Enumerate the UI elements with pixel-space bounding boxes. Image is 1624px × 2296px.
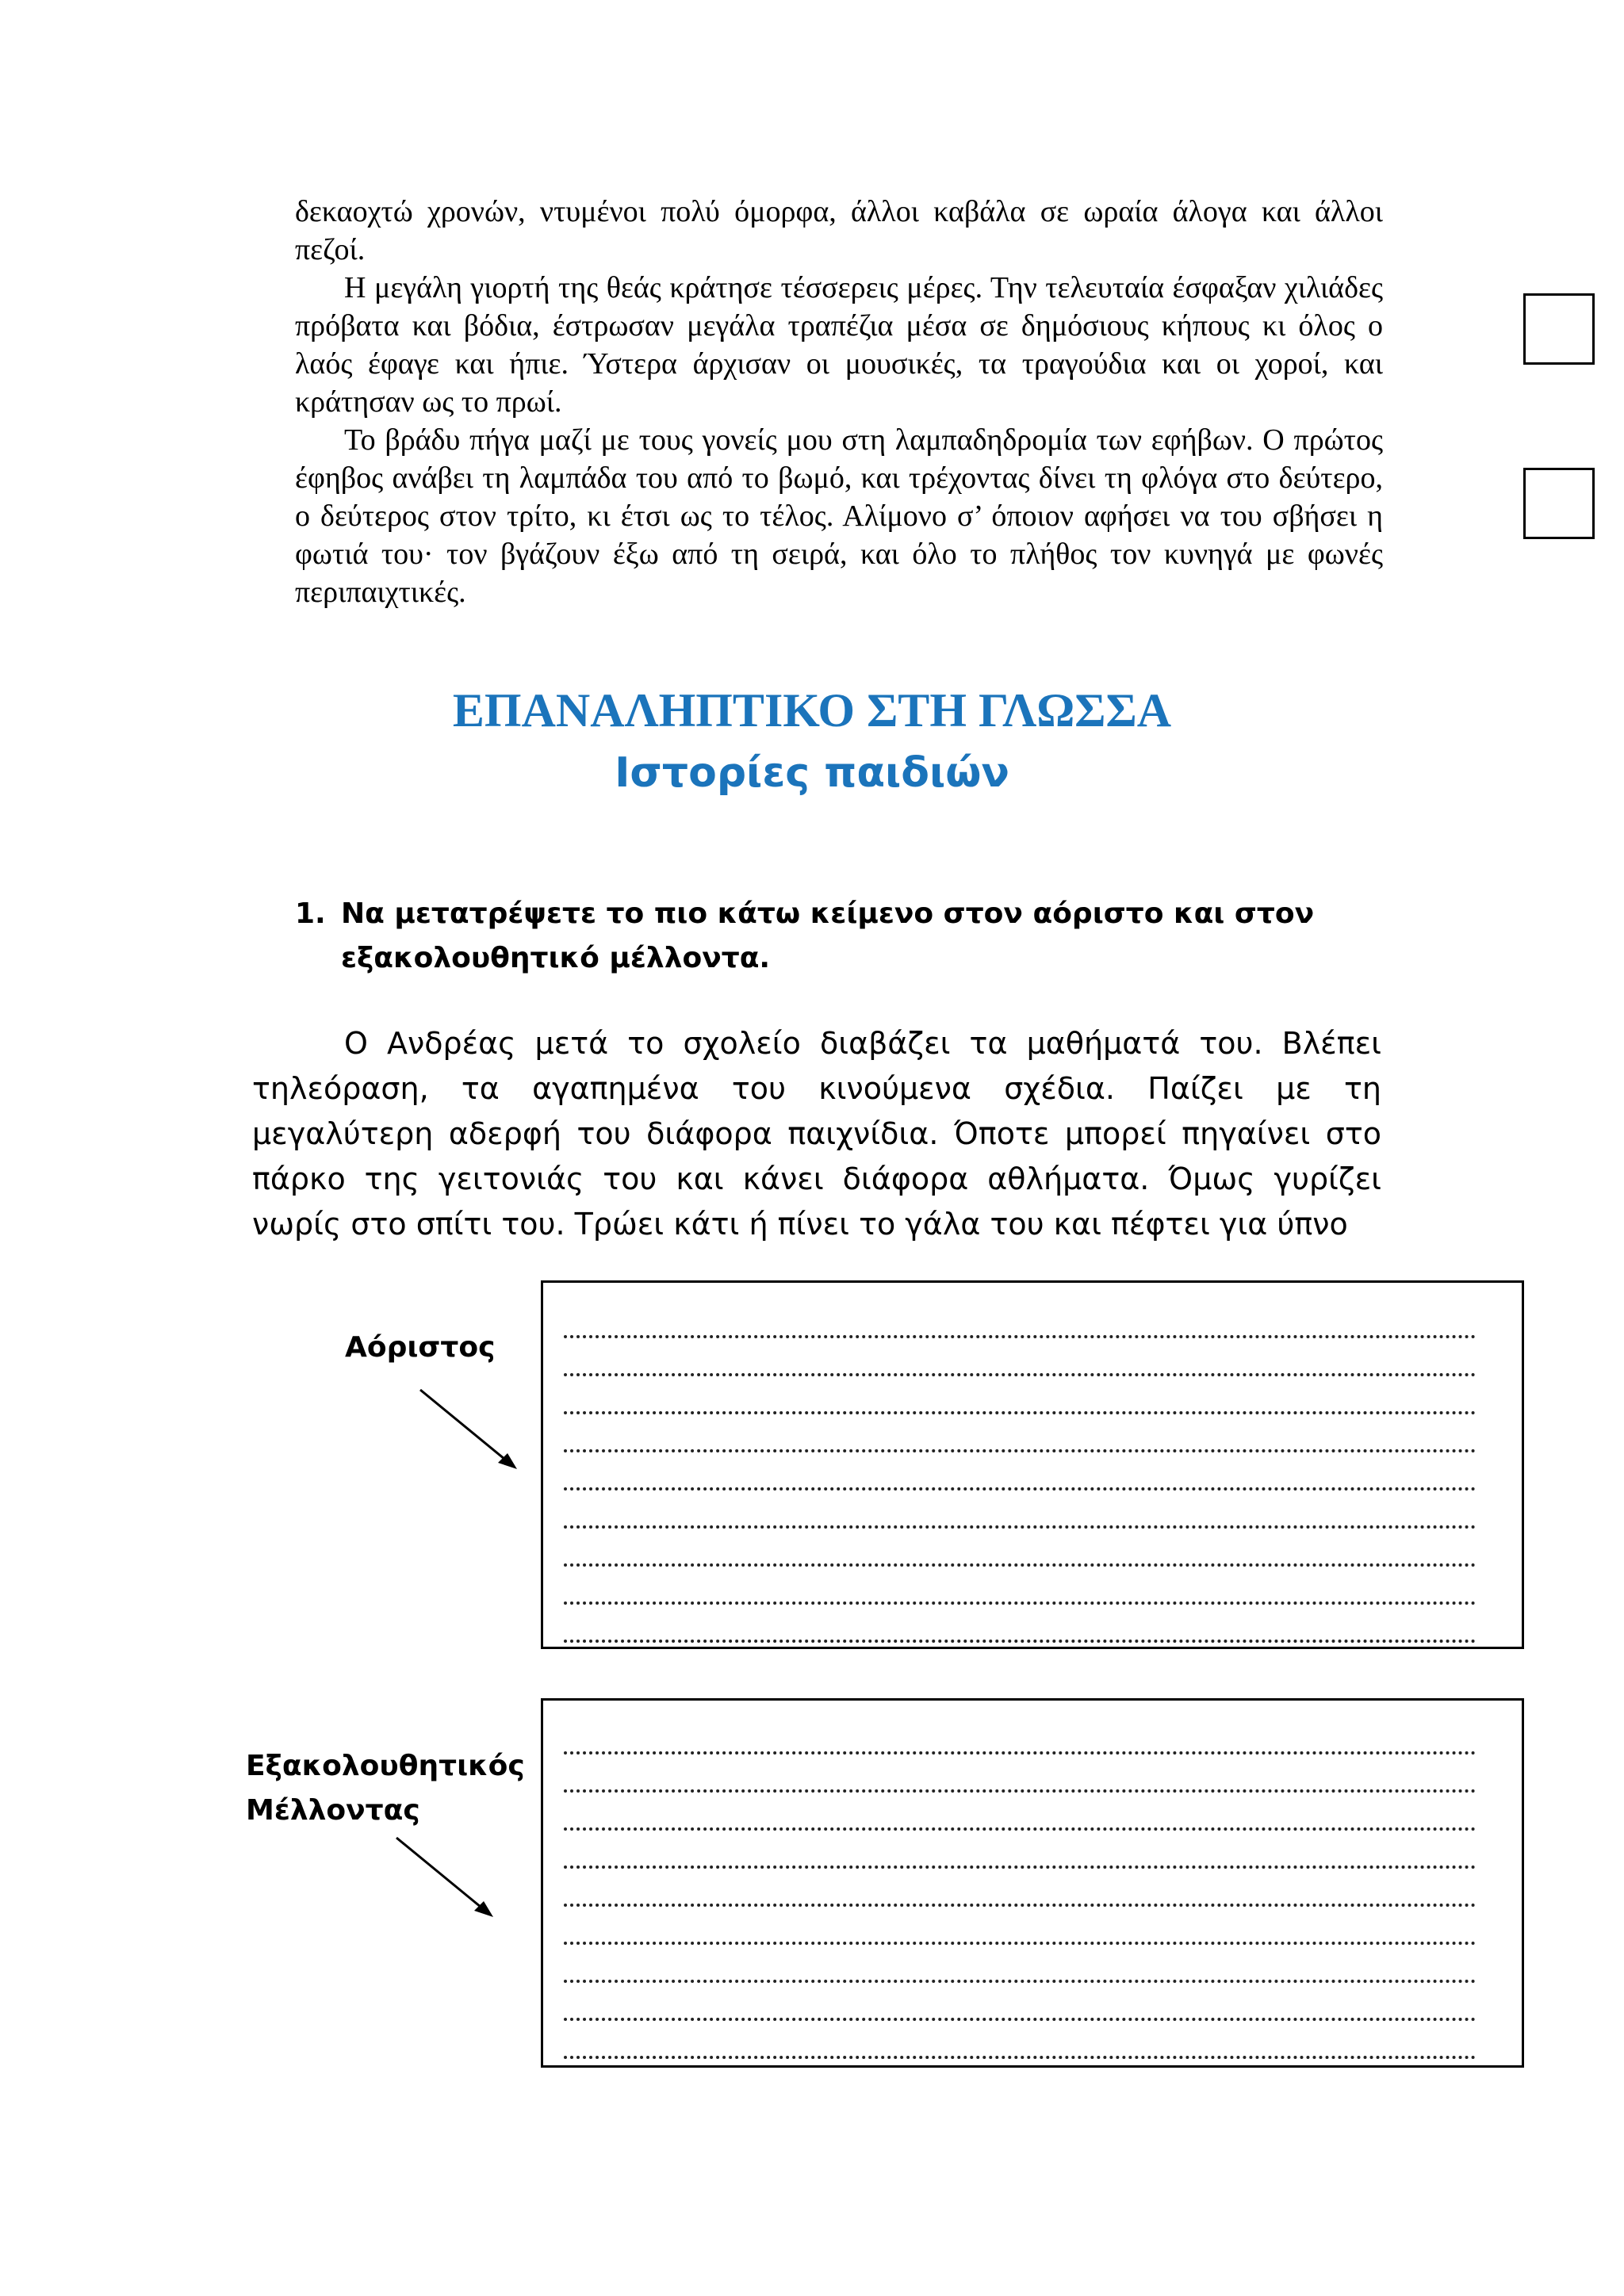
answer-line[interactable] [564,1376,1476,1414]
story-paragraph-1: δεκαοχτώ χρονών, ντυμένοι πολύ όμορφα, άλλοι καβάλα σε ωραία άλογα και άλλοι πεζοί. [295,195,1383,266]
label-mellontas-line-1: Εξακολουθητικός [246,1750,525,1782]
arrow-down-right-icon [412,1383,523,1479]
exercise-text [252,1021,1381,1247]
label-mellontas-line-2: Μέλλοντας [246,1794,420,1827]
exercise-instruction-text: Να μετατρέψετε το πιο κάτω κείμενο στον αόριστο και στον εξακολουθητικό μέλλοντα. [341,897,1315,974]
checkbox-2[interactable] [1523,468,1595,539]
checkbox-1[interactable] [1523,293,1595,365]
story-paragraph-3: Το βράδυ πήγα μαζί με τους γονείς μου στη λαμπαδηδρομία των εφήβων. Ο πρώτος έφηβος ανάβει τη λαμπάδα του από το βωμό, και τρέχοντας δίνει τη φλόγα στο δεύτερο, ο δεύτερος στον τρίτο, κι έτσι ως το τέλος. Αλίμονο σ’ όποιον αφήσει να του σβήσει η φωτιά του· τον βγάζουν έξω από τη σειρά, και όλο το πλήθος τον κυνηγά με φωνές περιπαιχτικές. [295,423,1383,609]
answer-line[interactable] [564,1490,1476,1529]
exercise-paragraph: Ο Ανδρέας μετά το σχολείο διαβάζει τα μαθήματά του. Βλέπει τηλεόραση, τα αγαπημένα του κινούμενα σχέδια. Παίζει με τη μεγαλύτερη αδερφή του διάφορα παιχνίδια. Όποτε μπορεί πηγαίνει στο πάρκο της γειτονιάς του και κάνει διάφορα αθλήματα. Όμως γυρίζει νωρίς στο σπίτι του. Τρώει κάτι ή πίνει το γάλα του και πέφτει για ύπνο [252,1026,1381,1242]
answer-line[interactable] [564,1983,1476,2021]
exercise-number: 1. [295,897,326,930]
worksheet-subtitle: Ιστορίες παιδιών [615,749,1009,797]
exercise-instruction [295,892,1405,981]
answer-line[interactable] [564,1605,1476,1643]
story-paragraph-2: Η μεγάλη γιορτή της θεάς κράτησε τέσσερεις μέρες. Την τελευταία έσφαξαν χιλιάδες πρόβατα και βόδια, έστρωσαν μεγάλα τραπέζια μέσα σε δημόσιους κήπους κι όλος ο λαός έφαγε και ήπιε. Ύστερα άρχισαν οι μουσικές, τα τραγούδια και οι χοροί, και κράτησαν ως το πρωί. [295,271,1383,419]
answer-line[interactable] [564,1907,1476,1945]
answer-line[interactable] [564,1755,1476,1793]
answer-line[interactable] [564,1793,1476,1831]
story-passage [295,193,1383,611]
answer-box-mellontas[interactable] [541,1698,1524,2068]
label-mellontas [246,1744,525,1833]
answer-line[interactable] [564,1945,1476,1983]
answer-line[interactable] [564,2021,1476,2059]
answer-line[interactable] [564,1452,1476,1490]
arrow-down-right-icon [389,1831,500,1927]
answer-box-aoristos[interactable] [541,1280,1524,1649]
label-aoristos: Αόριστος [345,1331,496,1364]
answer-line[interactable] [564,1338,1476,1376]
answer-line[interactable] [564,1567,1476,1605]
answer-line[interactable] [564,1414,1476,1452]
answer-line[interactable] [564,1300,1476,1338]
worksheet-title: ΕΠΑΝΑΛΗΠΤΙΚΟ ΣΤΗ ΓΛΩΣΣΑ [452,684,1172,737]
answer-line[interactable] [564,1869,1476,1907]
answer-line[interactable] [564,1716,1476,1755]
answer-line[interactable] [564,1831,1476,1869]
answer-line[interactable] [564,1529,1476,1567]
